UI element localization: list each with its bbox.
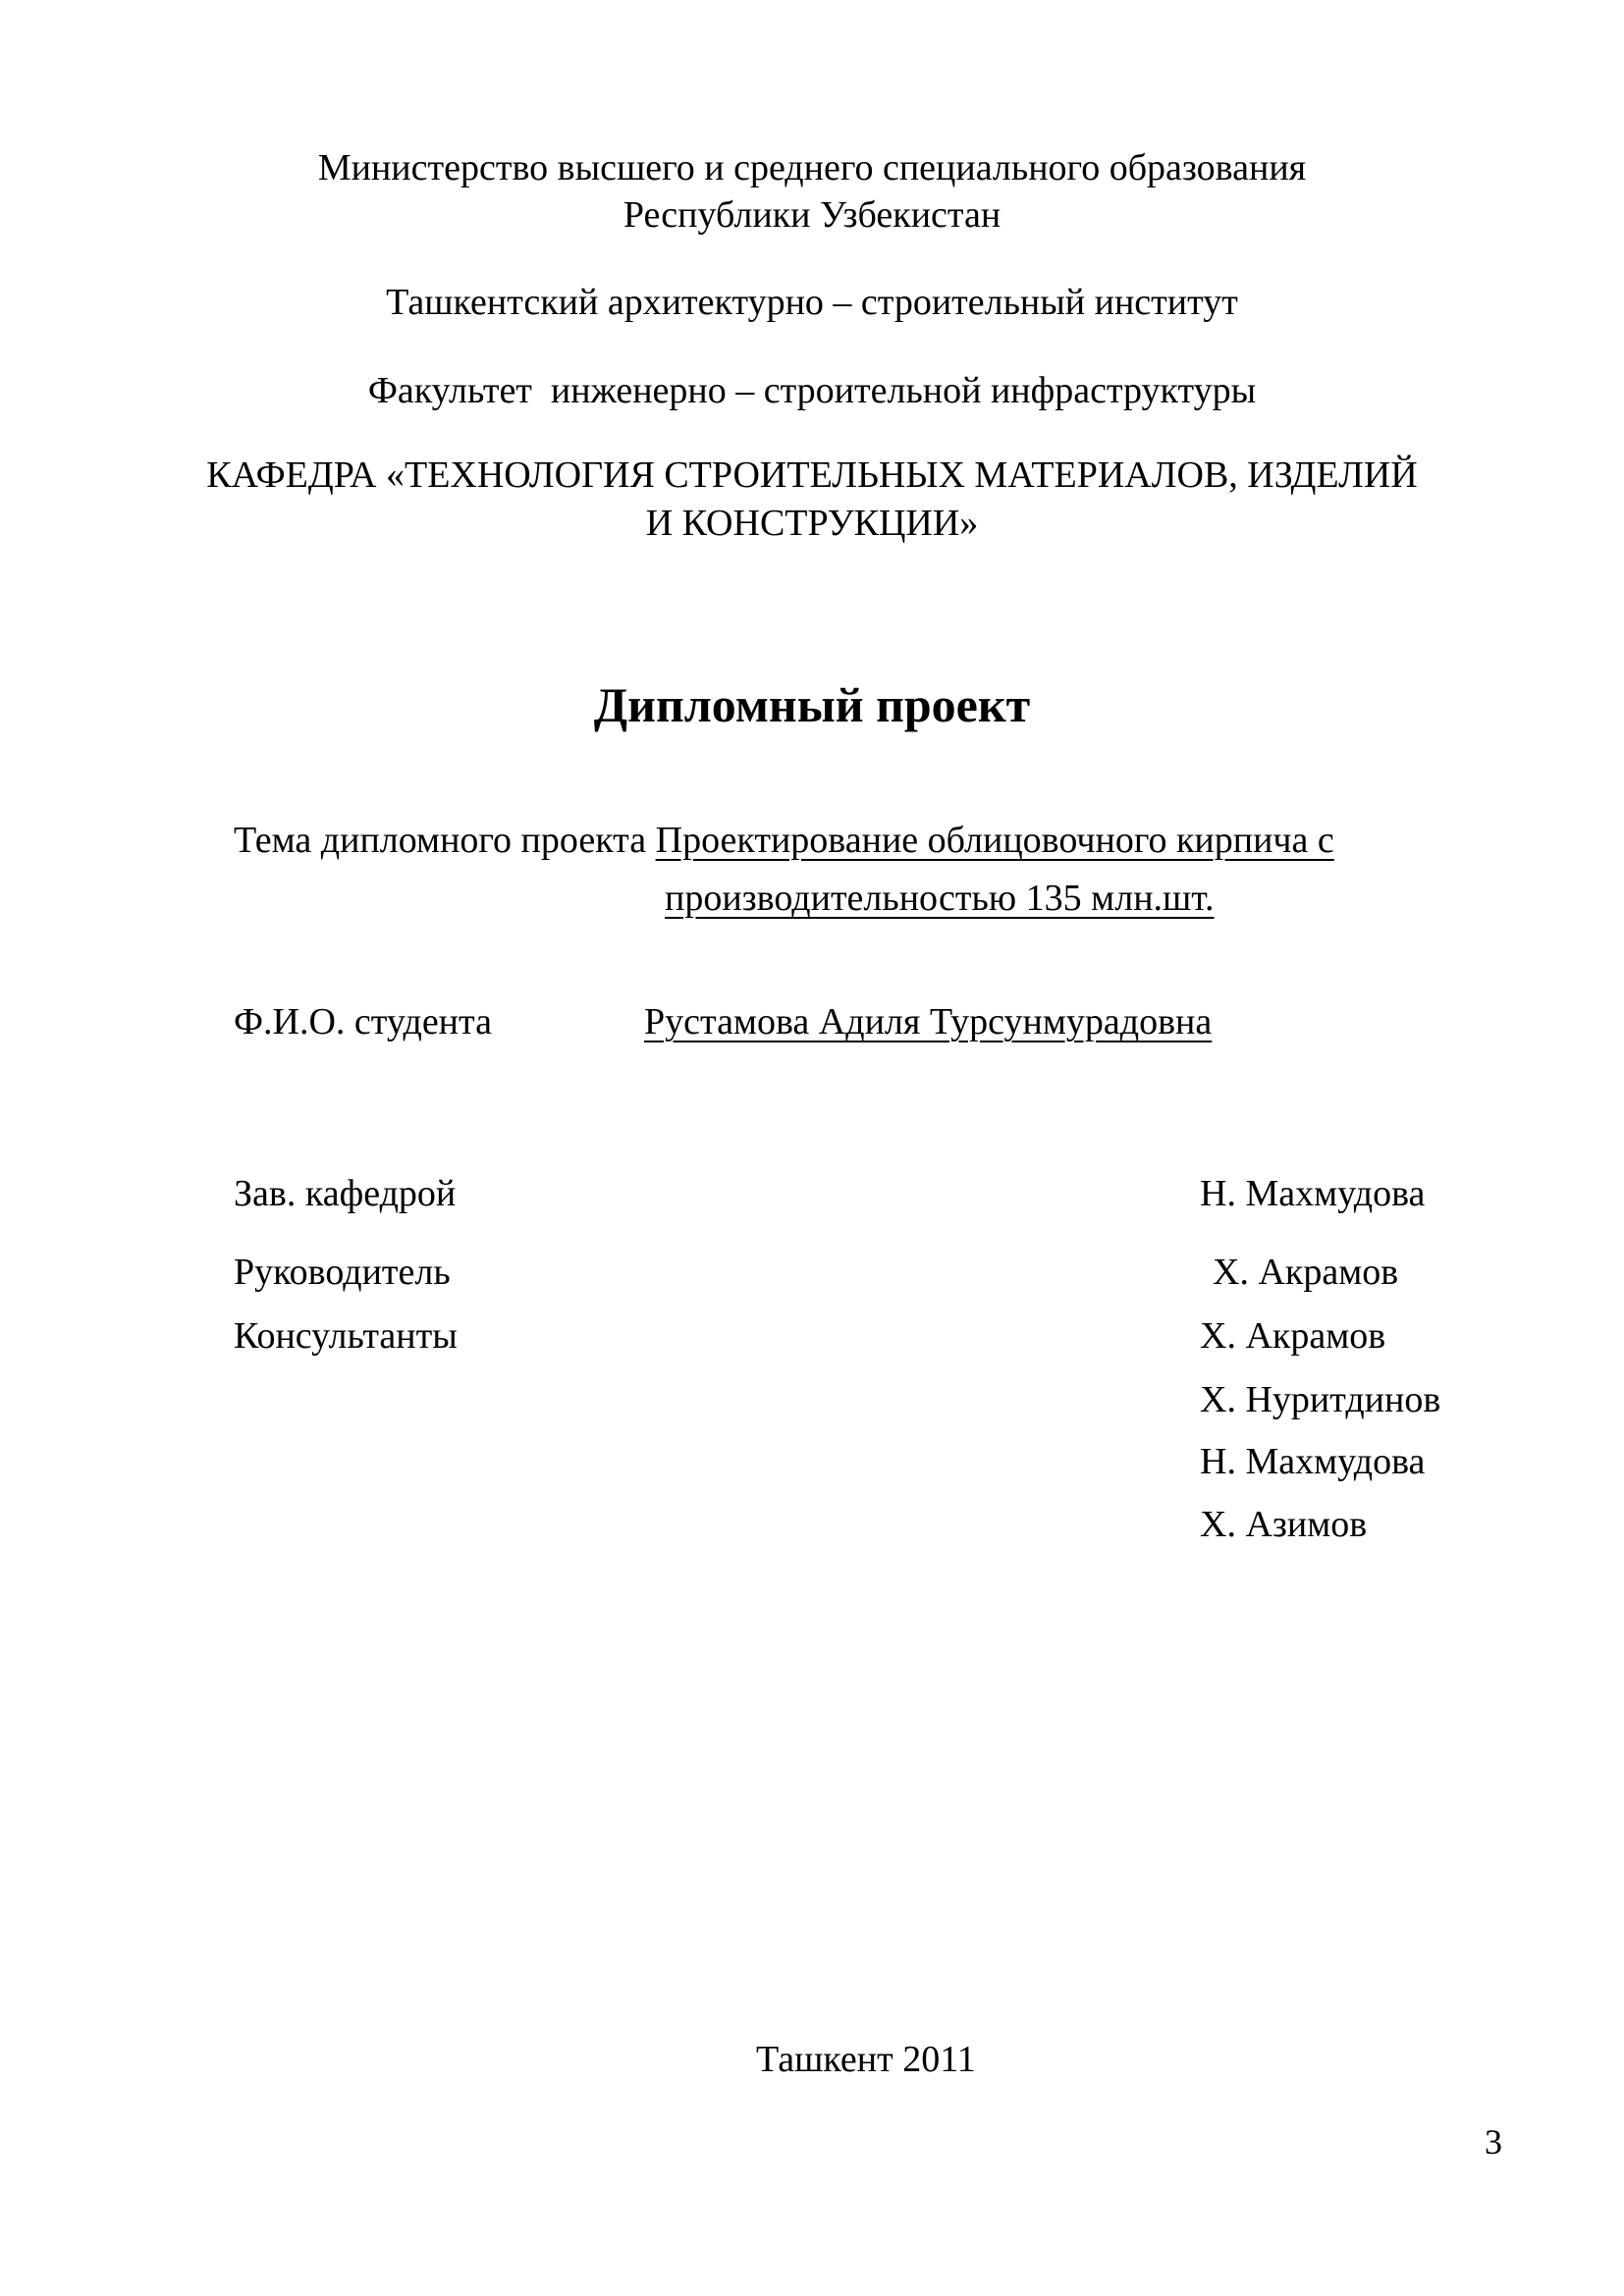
approval-name: Х. Нуритдинов <box>1200 1379 1441 1420</box>
approval-label-supervisor: Руководитель <box>234 1252 451 1293</box>
ministry-line-2: Республики Узбекистан <box>623 194 1001 236</box>
theme-value-line-1: Проектирование облицовочного кирпича с <box>655 820 1334 861</box>
city-year: Ташкент 2011 <box>756 2039 976 2080</box>
ministry-line-1: Министерство высшего и среднего специального образования <box>317 147 1307 188</box>
approval-name: Н. Махмудова <box>1200 1441 1426 1482</box>
department-line-2: И КОНСТРУКЦИИ» <box>645 503 979 544</box>
approval-label-consultants: Консультанты <box>234 1315 458 1357</box>
theme-value-line-2: производительностью 135 млн.шт. <box>665 878 1215 919</box>
student-label: Ф.И.О. студента <box>234 1001 492 1042</box>
approval-name: Х. Акрамов <box>1213 1252 1399 1293</box>
theme-line-1 <box>234 817 1334 864</box>
approval-name: Х. Азимов <box>1200 1504 1368 1545</box>
department-line-1: КАФЕДРА «ТЕХНОЛОГИЯ СТРОИТЕЛЬНЫХ МАТЕРИАЛОВ, ИЗДЕЛИЙ <box>206 454 1418 496</box>
theme-label: Тема дипломного проекта <box>234 820 656 861</box>
institute-line: Ташкентский архитектурно – строительный институт <box>386 282 1238 323</box>
student-name: Рустамова Адиля Турсунмурадовна <box>644 1001 1213 1042</box>
page-number: 3 <box>1485 2122 1502 2162</box>
approval-label-head-of-department: Зав. кафедрой <box>234 1173 457 1214</box>
faculty-line: Факультет инженерно – строительной инфраструктуры <box>367 370 1257 411</box>
approval-name: Х. Акрамов <box>1200 1315 1386 1357</box>
document-title: Дипломный проект <box>593 677 1031 732</box>
approval-name: Н. Махмудова <box>1200 1173 1426 1214</box>
